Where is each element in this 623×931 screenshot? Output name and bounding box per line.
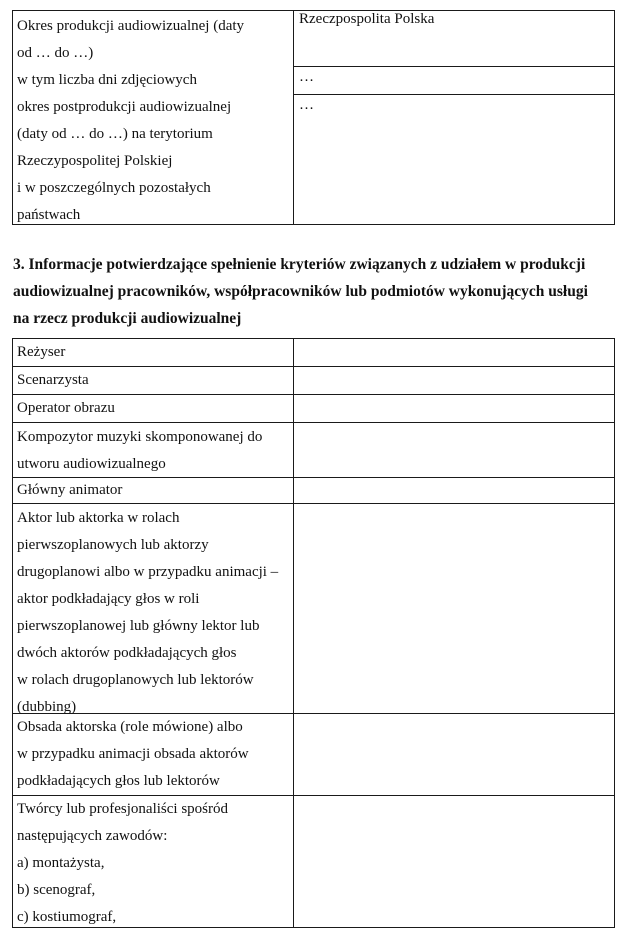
postproduction-label-line: Rzeczypospolitej Polskiej xyxy=(17,153,173,169)
period-label-line: od … do …) xyxy=(17,45,94,61)
top-table-right-divider-1 xyxy=(293,66,615,67)
postproduction-label-line: okres postprodukcji audiowizualnej xyxy=(17,99,232,115)
roles-table-column-divider xyxy=(293,338,294,928)
top-table-right-divider-2 xyxy=(293,94,615,95)
country-cell-value: Rzeczpospolita Polska xyxy=(299,11,435,27)
role-lead-actors-line: pierwszoplanowej lub główny lektor lub xyxy=(17,618,260,634)
role-lead-actors-line: w rolach drugoplanowych lub lektorów xyxy=(17,672,254,688)
role-lead-actors-line: (dubbing) xyxy=(17,699,77,715)
role-lead-actors-line: Aktor lub aktorka w rolach xyxy=(17,510,180,526)
role-composer-line: utworu audiowizualnego xyxy=(17,456,166,472)
role-director: Reżyser xyxy=(17,344,66,360)
role-lead-actors-line: drugoplanowi albo w przypadku animacji – xyxy=(17,564,279,580)
roles-row-divider xyxy=(12,366,615,367)
role-professionals-line: c) kostiumograf, xyxy=(17,909,117,925)
section-heading-line: 3. Informacje potwierdzające spełnienie kryteriów związanych z udziałem w produkcji xyxy=(13,256,586,273)
role-cast-line: Obsada aktorska (role mówione) albo xyxy=(17,719,243,735)
role-professionals xyxy=(17,796,228,931)
role-professionals-line: Twórcy lub profesjonaliści spośród xyxy=(17,801,228,817)
postproduction-value: … xyxy=(299,97,314,113)
role-lead-actors-line: dwóch aktorów podkładających głos xyxy=(17,645,237,661)
role-professionals-line: a) montażysta, xyxy=(17,855,105,871)
top-table-left-cell xyxy=(17,13,244,229)
role-cast-line: podkładających głos lub lektorów xyxy=(17,773,220,789)
role-cast-line: w przypadku animacji obsada aktorów xyxy=(17,746,249,762)
top-table-column-divider xyxy=(293,10,294,225)
period-label-line: Okres produkcji audiowizualnej (daty xyxy=(17,18,245,34)
roles-row-divider xyxy=(12,422,615,423)
role-cast xyxy=(17,714,249,795)
section-heading-line: na rzecz produkcji audiowizualnej xyxy=(13,310,242,327)
shooting-days-label: w tym liczba dni zdjęciowych xyxy=(17,72,197,88)
section-heading-line: audiowizualnej pracowników, współpracowników lub podmiotów wykonujących usługi xyxy=(13,283,588,300)
role-professionals-line: następujących zawodów: xyxy=(17,828,168,844)
role-screenwriter: Scenarzysta xyxy=(17,372,89,388)
role-lead-actors-line: pierwszoplanowych lub aktorzy xyxy=(17,537,209,553)
role-lead-actors xyxy=(17,505,278,721)
postproduction-label-line: i w poszczególnych pozostałych xyxy=(17,180,211,196)
role-composer xyxy=(17,424,262,478)
role-composer-line: Kompozytor muzyki skomponowanej do xyxy=(17,429,263,445)
role-lead-actors-line: aktor podkładający głos w roli xyxy=(17,591,200,607)
postproduction-label-line: państwach xyxy=(17,207,81,223)
role-cinematographer: Operator obrazu xyxy=(17,400,115,416)
role-lead-animator: Główny animator xyxy=(17,482,123,498)
shooting-days-value: … xyxy=(299,69,314,85)
role-professionals-line: b) scenograf, xyxy=(17,882,96,898)
postproduction-label-line: (daty od … do …) na terytorium xyxy=(17,126,213,142)
